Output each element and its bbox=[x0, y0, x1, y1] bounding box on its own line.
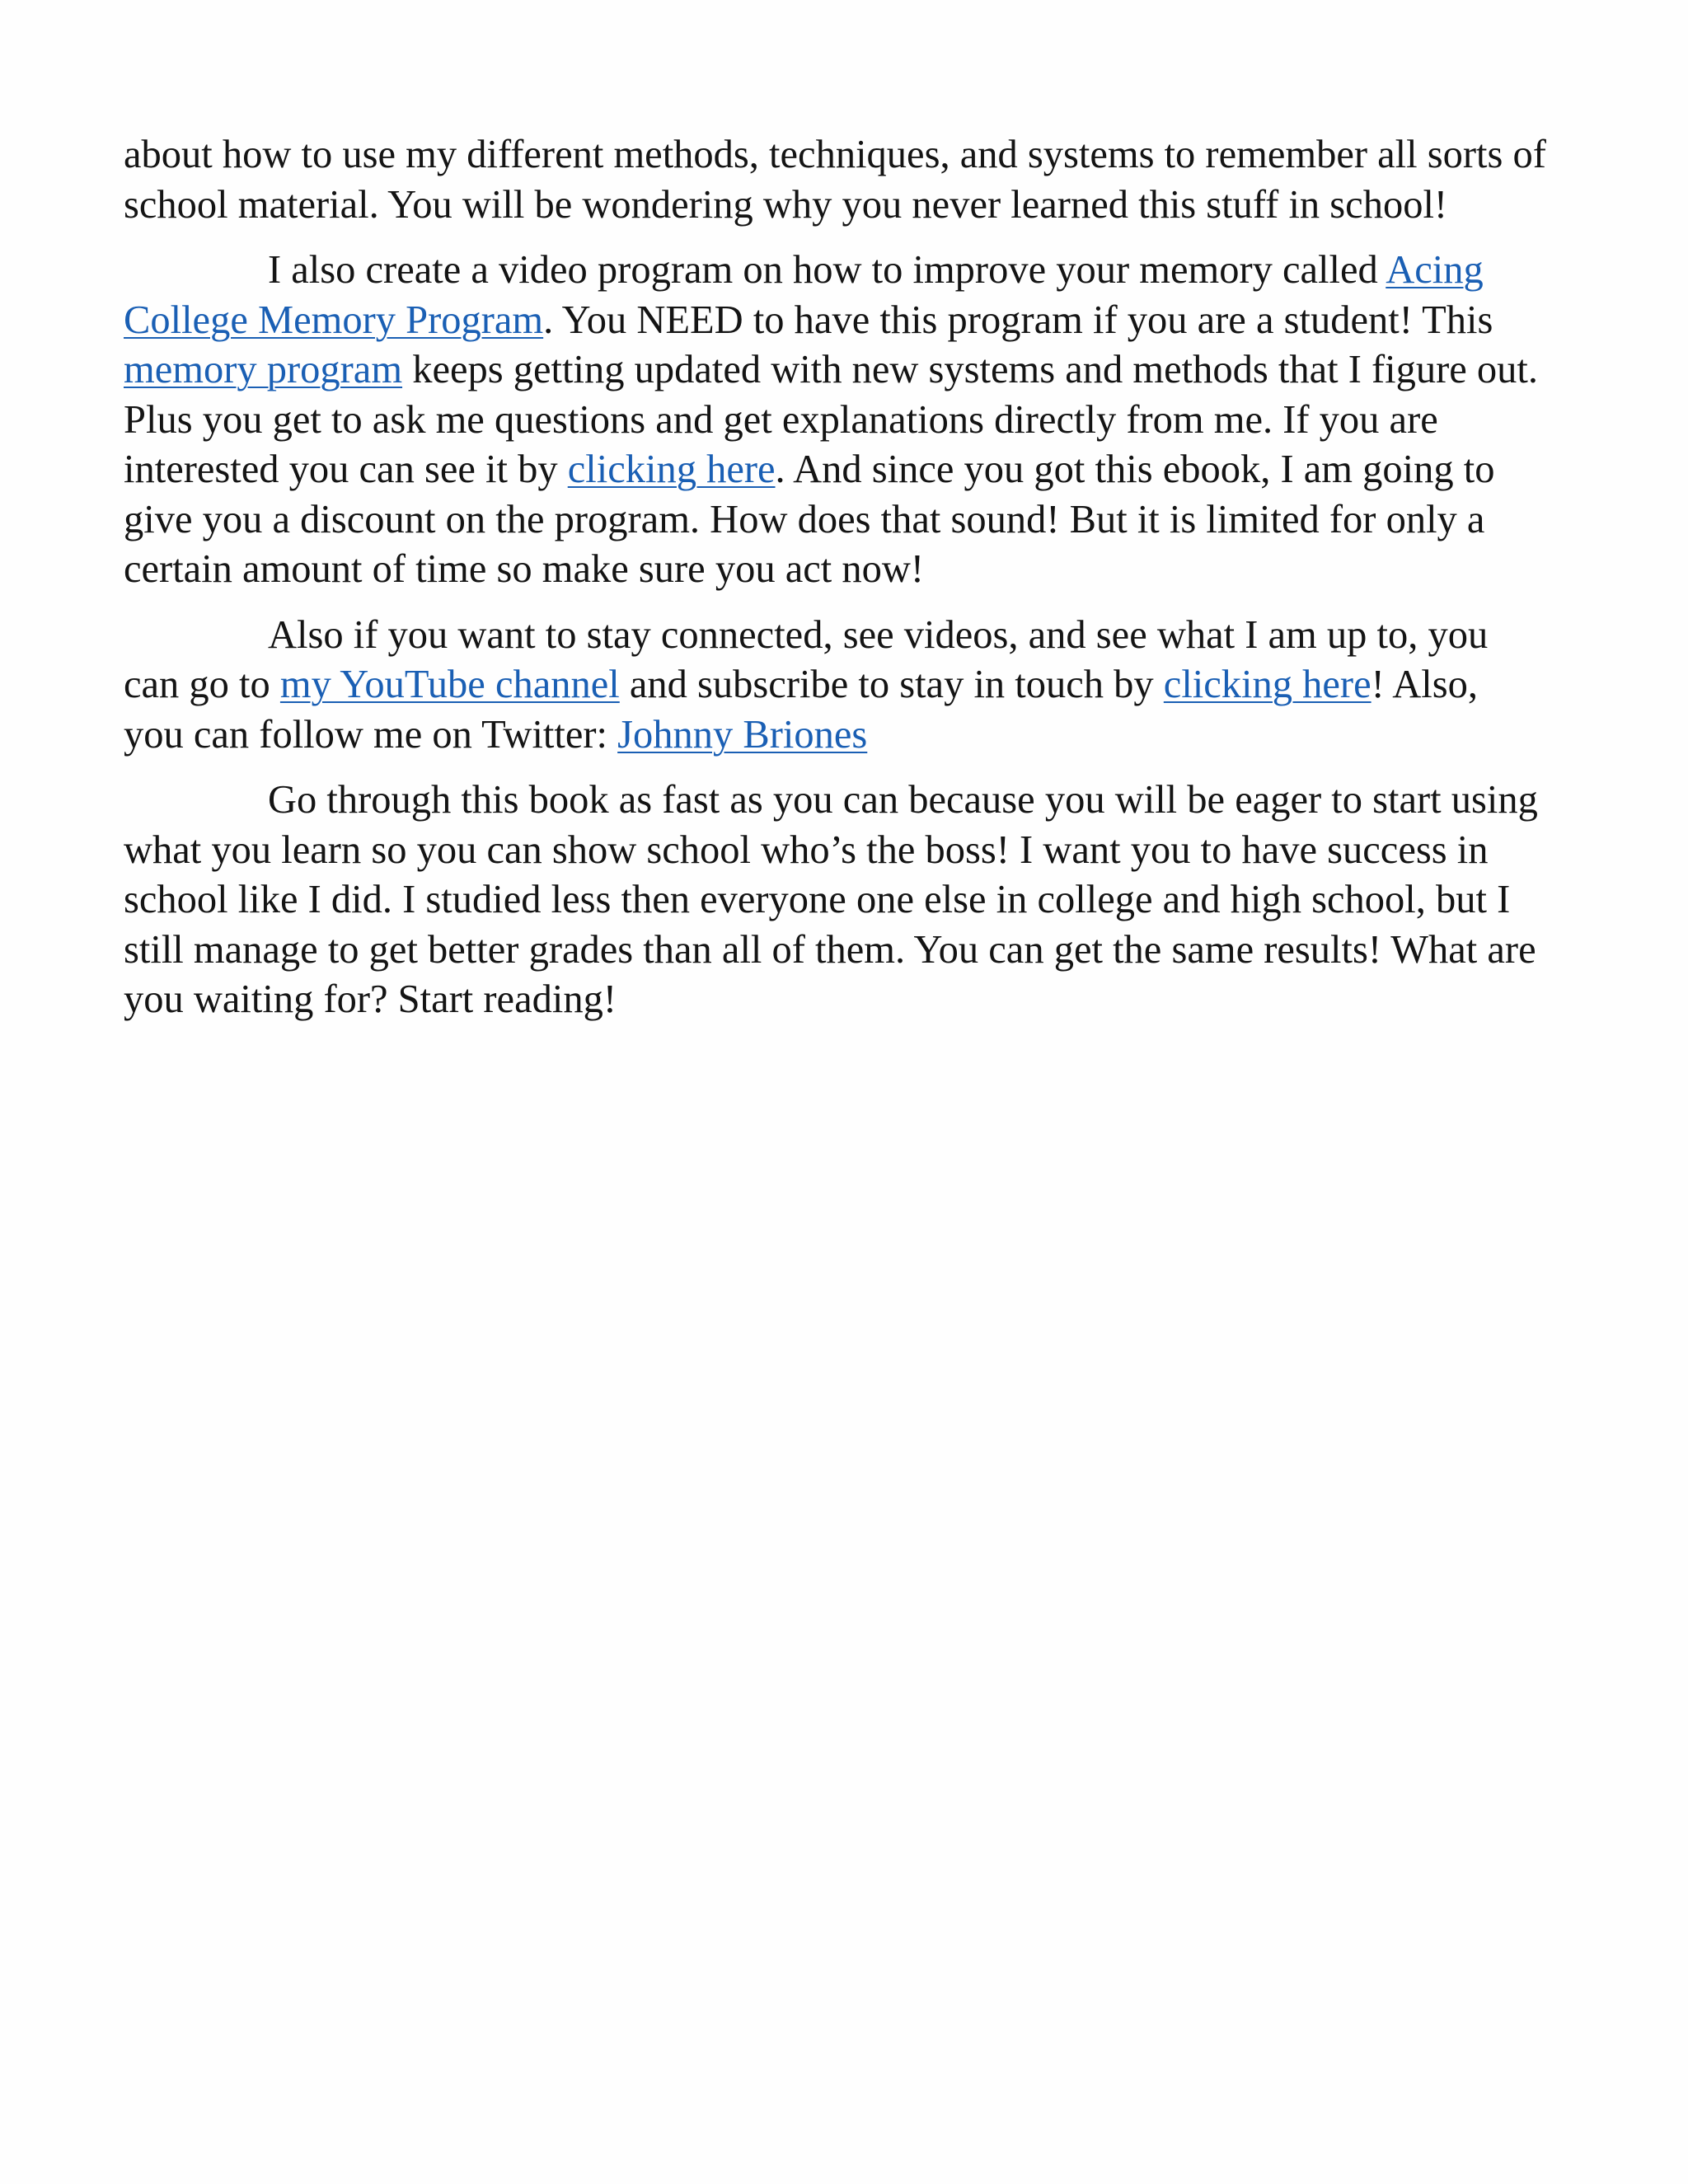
text-segment: Go through this book as fast as you can because you will be eager to start using bbox=[268, 778, 1538, 822]
text-line: about how to use my different methods, techniques, and systems to remember all sorts of bbox=[124, 133, 1546, 176]
text-line bbox=[124, 296, 1568, 346]
paragraph-stay-connected bbox=[124, 611, 1568, 761]
text-line: you waiting for? Start reading! bbox=[124, 977, 617, 1021]
text-segment: you can follow me on Twitter: bbox=[124, 712, 618, 757]
text-line bbox=[124, 660, 1568, 710]
text-segment: I also create a video program on how to improve your memory called bbox=[268, 248, 1386, 292]
youtube-channel-link[interactable]: my YouTube channel bbox=[279, 663, 620, 706]
paragraph-video-program bbox=[124, 246, 1568, 595]
text-segment: interested you can see it by bbox=[124, 448, 568, 491]
text-line: Plus you get to ask me questions and get explanations directly from me. If you are bbox=[124, 397, 1438, 442]
memory-program-link[interactable]: memory program bbox=[124, 348, 403, 391]
text-segment: keeps getting updated with new systems and methods that I figure out. bbox=[402, 348, 1539, 391]
clicking-here-program-link[interactable]: clicking here bbox=[567, 448, 776, 491]
text-line bbox=[124, 345, 1568, 396]
text-line bbox=[124, 611, 1568, 661]
page-content bbox=[124, 130, 1568, 1041]
text-line: certain amount of time so make sure you act now! bbox=[124, 547, 925, 591]
text-line: school material. You will be wondering why you never learned this stuff in school! bbox=[124, 182, 1448, 227]
text-line: what you learn so you can show school who’s the boss! I want you to have success in bbox=[124, 827, 1489, 872]
text-line bbox=[124, 445, 1568, 495]
text-segment: . And since you got this ebook, I am going to bbox=[775, 448, 1495, 491]
twitter-johnny-briones-link[interactable]: Johnny Briones bbox=[617, 712, 868, 757]
text-line: give you a discount on the program. How does that sound! But it is limited for only a bbox=[124, 497, 1485, 541]
acing-college-memory-program-link[interactable]: Acing bbox=[1386, 248, 1484, 292]
paragraph-intro-continued bbox=[124, 130, 1568, 230]
text-segment: and subscribe to stay in touch by bbox=[619, 663, 1164, 706]
text-line bbox=[124, 710, 1568, 761]
text-segment: ! Also, bbox=[1371, 663, 1478, 706]
clicking-here-subscribe-link[interactable]: clicking here bbox=[1163, 663, 1372, 706]
acing-college-memory-program-link-continued[interactable]: College Memory Program bbox=[124, 298, 544, 342]
text-line: school like I did. I studied less then everyone one else in college and high school, but I bbox=[124, 878, 1511, 921]
text-segment: . You NEED to have this program if you are a student! This bbox=[543, 298, 1493, 342]
text-segment: Also if you want to stay connected, see videos, and see what I am up to, you bbox=[268, 612, 1489, 657]
paragraph-start-reading bbox=[124, 776, 1568, 1025]
text-segment: can go to bbox=[124, 663, 280, 706]
text-line: still manage to get better grades than all of them. You can get the same results! What are bbox=[124, 927, 1536, 972]
text-line bbox=[124, 776, 1568, 826]
text-line bbox=[124, 246, 1568, 296]
